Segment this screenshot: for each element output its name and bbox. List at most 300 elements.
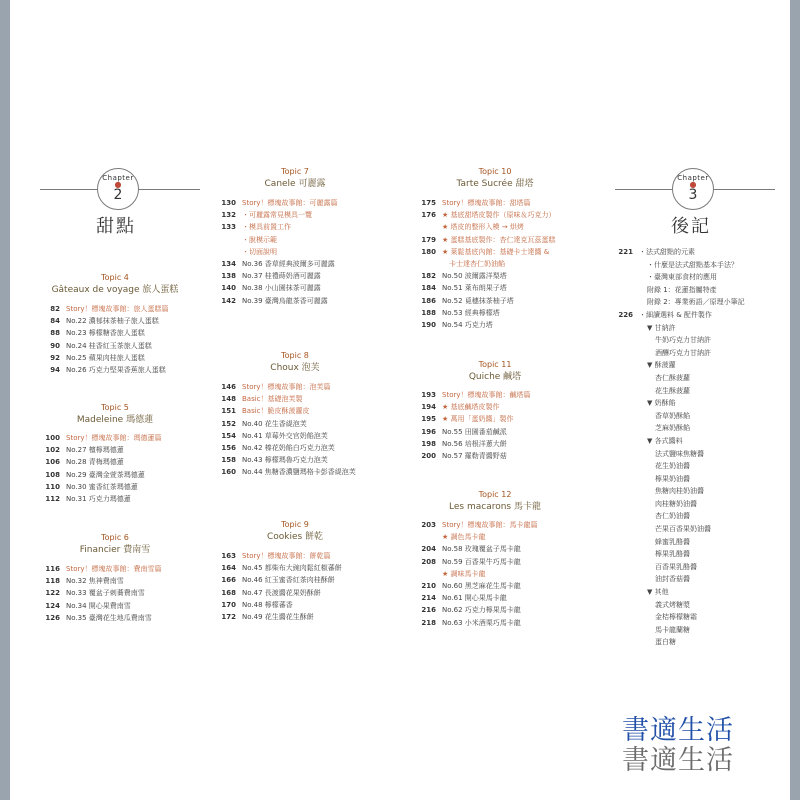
- toc-page-number: 168: [221, 588, 236, 597]
- topic9-label: Topic 9: [281, 520, 309, 529]
- watermark-line1: 書適生活: [622, 715, 734, 746]
- toc-entry: [414, 234, 556, 246]
- toc-entry: [414, 617, 538, 629]
- toc-entry: [605, 523, 745, 536]
- toc-entry-title: ・可麗露常見模具一覽: [242, 211, 312, 220]
- chapter3-label: Chapter: [677, 174, 709, 182]
- toc-entry: [605, 359, 745, 372]
- toc-page-number: 196: [421, 427, 436, 436]
- toc-entry-title: 蜂蜜乳酪醬: [655, 537, 690, 546]
- toc-entry: [414, 246, 556, 258]
- topic4-name: Gâteaux de voyage 旅人蛋糕: [51, 285, 179, 295]
- toc-entry-title: 百香果乳酪醬: [655, 562, 697, 571]
- toc-page-number: [619, 322, 647, 335]
- toc-entry: [414, 258, 556, 270]
- toc-entry-title: 酒釀巧克力甘納許: [655, 348, 711, 357]
- toc-entry: [38, 612, 162, 624]
- toc-entry-title: No.22 濃郁抹茶柚子旅人蛋糕: [66, 317, 159, 326]
- toc-page-number: [627, 372, 655, 385]
- toc-page-number: 156: [221, 444, 236, 453]
- toc-entry: [214, 393, 356, 405]
- toc-entry-title: 香草奶酥餡: [655, 411, 690, 420]
- toc-page-number: 172: [221, 613, 236, 622]
- toc-page-number: 170: [221, 600, 236, 609]
- toc-entry-title: No.61 開心果馬卡龍: [442, 594, 507, 603]
- toc-page-number: 122: [45, 589, 60, 598]
- toc-entry: [38, 432, 162, 444]
- topic10-list: [414, 197, 556, 331]
- toc-page-number: 84: [50, 317, 60, 326]
- toc-entry-title: 檸果乳酪醬: [655, 550, 690, 559]
- toc-entry: [605, 536, 745, 549]
- topic5-list: [38, 432, 162, 505]
- toc-entry-title: ★ 塔皮的整形入模 → 烘烤: [442, 223, 524, 232]
- toc-page-number: [627, 599, 655, 612]
- toc-entry: [605, 284, 745, 297]
- toc-entry-title: No.43 檸檬瑪魯巧克力泡芙: [242, 456, 328, 465]
- toc-entry-title: 焦糖肉桂奶油醬: [655, 487, 704, 496]
- right-page: [410, 0, 790, 800]
- topic6-list: [38, 563, 162, 624]
- toc-entry-title: Story！標塊故事館：瑪德蓮篇: [66, 434, 162, 442]
- toc-entry: [414, 401, 531, 413]
- toc-page-number: 106: [45, 458, 60, 467]
- right-page-edge: [790, 0, 800, 800]
- toc-entry: [214, 611, 342, 623]
- chapter2-title: 甜點: [96, 216, 136, 237]
- afterword-list: [605, 246, 745, 649]
- toc-entry: [414, 604, 538, 616]
- toc-page-number: 200: [421, 452, 436, 461]
- topic8-label: Topic 8: [281, 351, 309, 360]
- toc-page-number: 140: [221, 284, 236, 293]
- toc-entry: [605, 498, 745, 511]
- toc-entry: [414, 426, 531, 438]
- toc-entry-title: 芝麻奶酥餡: [655, 424, 690, 433]
- toc-entry-title: 附錄 2：專業術語／原理小筆記: [647, 298, 745, 307]
- topic11-header: [420, 359, 570, 384]
- toc-entry: [414, 295, 556, 307]
- toc-entry: [414, 568, 538, 580]
- toc-page-number: [619, 397, 647, 410]
- topic4-header: [40, 272, 190, 297]
- topic5-label: Topic 5: [101, 403, 129, 412]
- topic9-name: Cookies 餅乾: [266, 532, 324, 542]
- toc-page-number: 214: [421, 594, 436, 603]
- toc-entry: [38, 481, 162, 493]
- toc-page-number: 175: [421, 199, 436, 207]
- toc-page-number: [619, 271, 647, 284]
- toc-entry: [214, 197, 338, 209]
- toc-page-number: 195: [421, 415, 436, 424]
- toc-page-number: 188: [421, 308, 436, 317]
- toc-page-number: [627, 510, 655, 523]
- toc-entry-title: No.53 經典檸檬塔: [442, 308, 500, 317]
- toc-entry-title: 花生奶油醬: [655, 462, 690, 471]
- topic8-name: Choux 泡芙: [270, 363, 320, 373]
- toc-page-number: 163: [221, 552, 236, 560]
- toc-entry-title: No.29 臺灣金萱茶瑪德蓮: [66, 470, 145, 479]
- toc-entry: [605, 334, 745, 347]
- toc-entry: [38, 493, 162, 505]
- topic8-list: [214, 381, 356, 479]
- toc-page-number: 204: [421, 545, 436, 554]
- toc-page-number: 118: [45, 577, 60, 586]
- toc-page-number: [627, 536, 655, 549]
- toc-page-number: 82: [50, 305, 60, 313]
- toc-entry-title: Story！標塊故事館：旅人蛋糕篇: [66, 305, 169, 313]
- toc-page-number: 176: [421, 211, 436, 220]
- toc-page-number: 130: [221, 199, 236, 207]
- toc-page-number: [214, 234, 242, 246]
- toc-entry-title: Story！標塊故事館：甜塔篇: [442, 199, 531, 207]
- toc-entry: [38, 469, 162, 481]
- toc-entry-title: No.32 焦神費南雪: [66, 577, 124, 586]
- toc-entry: [605, 485, 745, 498]
- toc-entry-title: ・法式甜點的元素: [639, 248, 695, 256]
- toc-page-number: [414, 568, 442, 580]
- toc-page-number: 124: [45, 601, 60, 610]
- toc-entry-title: No.38 小山園抹茶可麗露: [242, 284, 321, 293]
- toc-entry-title: 花生酥菠蘿: [655, 386, 690, 395]
- toc-entry: [414, 543, 538, 555]
- toc-entry: [214, 234, 338, 246]
- toc-page-number: 198: [421, 439, 436, 448]
- toc-page-number: 190: [421, 321, 436, 330]
- toc-page-number: 152: [221, 419, 236, 428]
- toc-entry: [605, 573, 745, 586]
- toc-page-number: [627, 460, 655, 473]
- toc-page-number: [627, 548, 655, 561]
- toc-entry-title: Story！標塊故事館：馬卡龍篇: [442, 521, 538, 529]
- toc-entry: [605, 611, 745, 624]
- toc-entry-title: ★ 調味馬卡龍: [442, 569, 486, 578]
- toc-page-number: 221: [618, 248, 633, 256]
- toc-entry-title: No.46 紅玉蜜香紅茶肉桂酥餅: [242, 576, 335, 585]
- toc-entry-title: Basic！基礎泡芙製: [242, 395, 303, 404]
- toc-page-number: 108: [45, 470, 60, 479]
- toc-entry-title: ・切面說明: [242, 247, 277, 256]
- toc-page-number: [414, 221, 442, 233]
- toc-page-number: 110: [45, 482, 60, 491]
- topic10-name: Tarte Sucrée 甜塔: [456, 179, 534, 189]
- toc-entry: [414, 438, 531, 450]
- topic11-name: Quiche 鹹塔: [468, 372, 522, 382]
- topic9-list: [214, 550, 342, 623]
- topic7-list: [214, 197, 338, 307]
- toc-entry-title: No.47 長渡醬花果奶酥餅: [242, 588, 321, 597]
- toc-entry-title: No.51 萊布朗果子塔: [442, 284, 507, 293]
- chapter2-label: Chapter: [102, 174, 134, 182]
- toc-entry: [605, 599, 745, 612]
- toc-entry: [38, 340, 169, 352]
- topic7-label: Topic 7: [281, 167, 309, 176]
- toc-page-number: 148: [221, 395, 236, 404]
- toc-page-number: 194: [421, 403, 436, 412]
- toc-entry-title: ★ 萬用「蛋奶醬」製作: [442, 415, 514, 424]
- topic10-label: Topic 10: [478, 167, 512, 176]
- toc-entry: [214, 221, 338, 233]
- topic7-header: [220, 166, 370, 191]
- toc-entry-title: ▼ 其他: [647, 588, 669, 597]
- toc-page-number: [627, 498, 655, 511]
- toc-entry-title: Story！標塊故事館：鹹塔篇: [442, 391, 531, 399]
- topic5-name: Madeleine 瑪德蓮: [76, 415, 154, 425]
- toc-entry: [214, 550, 342, 562]
- toc-entry-title: No.63 小米酒栗巧馬卡龍: [442, 618, 521, 627]
- toc-entry: [414, 270, 556, 282]
- toc-entry-title: Story！標塊故事館：可麗露篇: [242, 199, 338, 207]
- toc-page-number: 193: [421, 391, 436, 399]
- toc-page-number: 164: [221, 564, 236, 573]
- toc-entry-title: Story！標塊故事館：泡芙篇: [242, 383, 331, 391]
- toc-page-number: [627, 636, 655, 649]
- toc-entry-title: 檸果奶油醬: [655, 474, 690, 483]
- toc-page-number: 179: [421, 235, 436, 244]
- toc-entry: [214, 282, 338, 294]
- toc-entry: [214, 587, 342, 599]
- toc-entry: [605, 435, 745, 448]
- toc-page-number: 142: [221, 296, 236, 305]
- toc-entry: [214, 295, 338, 307]
- toc-page-number: [627, 611, 655, 624]
- toc-entry-title: No.23 檸檬糖香旅人蛋糕: [66, 329, 145, 338]
- topic6-name: Financier 費南雪: [79, 545, 151, 555]
- toc-entry-title: ▼ 甘納許: [647, 323, 676, 332]
- toc-entry: [605, 548, 745, 561]
- toc-entry-title: ★ 萊鬆基底內館：基礎卡士達醬 &: [442, 247, 550, 256]
- toc-page-number: 126: [45, 613, 60, 622]
- toc-entry-title: Story！標塊故事館：餅乾篇: [242, 552, 331, 560]
- chapter3-dot: ●: [689, 180, 697, 189]
- toc-entry: [605, 309, 745, 322]
- toc-entry-title: 義式烤糖漿: [655, 600, 690, 609]
- toc-page-number: 94: [50, 366, 60, 375]
- toc-page-number: 100: [45, 434, 60, 442]
- toc-entry-title: ▼ 酥菠蘿: [647, 361, 676, 370]
- toc-entry: [414, 413, 531, 425]
- topic12-header: [420, 489, 570, 514]
- toc-entry-title: No.26 巧克力堅果香蕉旅人蛋糕: [66, 366, 166, 375]
- toc-entry-title: No.30 蜜香紅茶瑪德蓮: [66, 482, 138, 491]
- toc-page-number: 90: [50, 341, 60, 350]
- toc-entry: [605, 448, 745, 461]
- toc-entry-title: Basic！脆皮酥菠蘿皮: [242, 407, 310, 416]
- toc-entry-title: No.52 覓穗抹茶柚子塔: [442, 296, 514, 305]
- toc-entry: [605, 397, 745, 410]
- toc-entry: [38, 600, 162, 612]
- toc-page-number: 166: [221, 576, 236, 585]
- toc-page-number: [627, 422, 655, 435]
- toc-entry: [605, 296, 745, 309]
- topic7-name: Canele 可麗露: [264, 179, 326, 189]
- chapter3-title: 後記: [671, 216, 711, 237]
- toc-entry-title: No.27 檀檸瑪德蓮: [66, 446, 124, 455]
- toc-page-number: [214, 246, 242, 258]
- toc-entry-title: No.49 花生醬花生酥餅: [242, 613, 314, 622]
- toc-page-number: [627, 448, 655, 461]
- toc-entry-title: ・脫模示範: [242, 235, 277, 244]
- toc-entry-title: No.35 臺灣花生地瓜費南雪: [66, 613, 152, 622]
- toc-entry-title: ★ 蛋糕基底製作：杏仁達克瓦茲蛋糕: [442, 235, 556, 244]
- chapter3-circle: [672, 168, 714, 210]
- toc-entry-title: ・模具前置工作: [242, 223, 291, 232]
- toc-entry-title: 牛奶巧克力甘納許: [655, 336, 711, 345]
- toc-entry: [414, 221, 556, 233]
- toc-entry: [605, 271, 745, 284]
- toc-entry: [605, 322, 745, 335]
- toc-entry: [214, 430, 356, 442]
- toc-entry-title: No.39 臺灣烏龍茶香可麗露: [242, 296, 328, 305]
- toc-entry-title: No.48 檸檬蕃香: [242, 600, 293, 609]
- toc-page-number: 134: [221, 260, 236, 269]
- toc-entry-title: No.55 田園番茄鹹派: [442, 427, 507, 436]
- toc-entry: [214, 418, 356, 430]
- toc-entry-title: No.42 榛花奶餡白巧克力泡芙: [242, 444, 335, 453]
- toc-page-number: [627, 473, 655, 486]
- toc-page-number: 112: [45, 495, 60, 504]
- toc-entry: [414, 592, 538, 604]
- toc-page-number: [627, 573, 655, 586]
- toc-page-number: 216: [421, 606, 436, 615]
- toc-page-number: 116: [45, 565, 60, 573]
- toc-entry-title: No.36 香草經典波爾多可麗露: [242, 260, 335, 269]
- topic4-label: Topic 4: [101, 273, 129, 282]
- toc-page-number: [627, 347, 655, 360]
- toc-page-number: 184: [421, 284, 436, 293]
- toc-entry: [38, 315, 169, 327]
- toc-entry: [605, 385, 745, 398]
- toc-page-number: 208: [421, 557, 436, 566]
- topic5-header: [40, 402, 190, 427]
- toc-entry-title: No.54 巧克力塔: [442, 321, 493, 330]
- toc-page-number: [627, 385, 655, 398]
- toc-entry: [38, 364, 169, 376]
- chapter3-number: 3: [688, 187, 698, 203]
- toc-entry-title: No.24 桂香紅玉茶旅人蛋糕: [66, 341, 152, 350]
- toc-entry: [414, 307, 556, 319]
- toc-entry-title: No.50 波爾露洋梨塔: [442, 272, 507, 281]
- toc-entry: [214, 405, 356, 417]
- toc-entry: [214, 454, 356, 466]
- toc-entry: [38, 444, 162, 456]
- toc-entry-title: No.31 巧克力瑪德蓮: [66, 495, 131, 504]
- chapter2-number: 2: [113, 187, 123, 203]
- toc-page-number: 182: [421, 272, 436, 281]
- toc-page-number: 203: [421, 521, 436, 529]
- toc-entry-title: 蛋白糖: [655, 638, 676, 647]
- toc-entry: [414, 197, 556, 209]
- toc-entry-title: No.28 青梅瑪德蓮: [66, 458, 124, 467]
- toc-page-number: 186: [421, 296, 436, 305]
- toc-page-number: 88: [50, 329, 60, 338]
- toc-entry-title: 金桔檸檬糖霜: [655, 613, 697, 622]
- topic6-label: Topic 6: [101, 533, 129, 542]
- toc-entry: [214, 246, 338, 258]
- toc-entry: [38, 303, 169, 315]
- toc-entry: [414, 531, 538, 543]
- toc-page-number: [627, 561, 655, 574]
- toc-entry: [414, 580, 538, 592]
- toc-entry-title: No.41 草莓外交官奶餡泡芙: [242, 431, 328, 440]
- topic11-list: [414, 389, 531, 462]
- toc-entry-title: No.60 黑芝麻花生馬卡龍: [442, 582, 521, 591]
- toc-entry: [214, 381, 356, 393]
- toc-entry: [38, 456, 162, 468]
- toc-entry: [414, 319, 556, 331]
- toc-entry: [38, 352, 169, 364]
- toc-entry-title: No.57 羅勒青醬野菇: [442, 452, 507, 461]
- toc-page-number: 180: [421, 247, 436, 256]
- toc-page-number: 102: [45, 446, 60, 455]
- toc-entry-title: 芒果百香果奶油醬: [655, 525, 711, 534]
- toc-page-number: 210: [421, 582, 436, 591]
- toc-entry-title: No.58 玫瑰覆盆子馬卡龍: [442, 545, 521, 554]
- left-page-edge: [0, 0, 10, 800]
- topic9-header: [220, 519, 370, 544]
- toc-entry: [214, 466, 356, 478]
- toc-entry-title: No.45 都柴布大豌肉鬆紅椒蕃餅: [242, 564, 342, 573]
- toc-page-number: [619, 435, 647, 448]
- toc-entry-title: No.40 花生香緹泡芙: [242, 419, 307, 428]
- toc-page-number: 218: [421, 618, 436, 627]
- toc-entry-title: 附錄 1：花蓮指屬特產: [647, 285, 717, 294]
- toc-entry: [605, 422, 745, 435]
- toc-entry: [605, 460, 745, 473]
- toc-entry-title: ★ 基底甜塔皮製作（原味＆巧克力）: [442, 211, 556, 220]
- toc-entry: [414, 556, 538, 568]
- toc-entry: [414, 450, 531, 462]
- toc-entry-title: 馬卡龍蘭糖: [655, 625, 690, 634]
- topic12-list: [414, 519, 538, 629]
- toc-entry-title: 肉桂糖奶油醬: [655, 499, 697, 508]
- toc-entry: [214, 562, 342, 574]
- toc-entry-title: ▼ 各式醬料: [647, 436, 683, 445]
- toc-entry-title: No.62 巧克力檸果馬卡龍: [442, 606, 521, 615]
- toc-page-number: 160: [221, 468, 236, 477]
- toc-entry: [414, 519, 538, 531]
- toc-page-number: 133: [221, 223, 236, 232]
- toc-page-number: [414, 258, 442, 270]
- toc-entry: [605, 372, 745, 385]
- toc-page-number: [619, 284, 647, 297]
- toc-entry: [605, 624, 745, 637]
- toc-entry: [38, 327, 169, 339]
- toc-entry-title: No.33 覆盆子刺蕎費南雪: [66, 589, 145, 598]
- toc-page-number: [619, 296, 647, 309]
- toc-entry: [605, 636, 745, 649]
- toc-entry-title: ★ 基底鹹塔皮製作: [442, 403, 500, 412]
- chapter2-dot: ●: [114, 180, 122, 189]
- toc-entry-title: No.44 焦糖香濃鹽瑪格卡彭香緹泡芙: [242, 468, 356, 477]
- toc-entry-title: 法式鹽味焦糖醬: [655, 449, 704, 458]
- chapter2-circle: [97, 168, 139, 210]
- toc-page-number: [619, 259, 647, 272]
- toc-entry: [214, 574, 342, 586]
- toc-entry: [414, 209, 556, 221]
- toc-entry: [38, 563, 162, 575]
- watermark-line2: 書適生活: [622, 745, 734, 776]
- toc-entry-title: ・什麼是法式甜點基本手法？: [647, 260, 738, 269]
- toc-page-number: [414, 531, 442, 543]
- toc-entry-title: 油封香菇醬: [655, 575, 690, 584]
- toc-entry: [214, 599, 342, 611]
- toc-entry-title: ★ 調色馬卡龍: [442, 533, 486, 542]
- toc-page-number: [619, 586, 647, 599]
- toc-page-number: [627, 485, 655, 498]
- toc-page-number: [627, 334, 655, 347]
- toc-entry-title: No.37 桂禮蒔奶酒可麗露: [242, 272, 321, 281]
